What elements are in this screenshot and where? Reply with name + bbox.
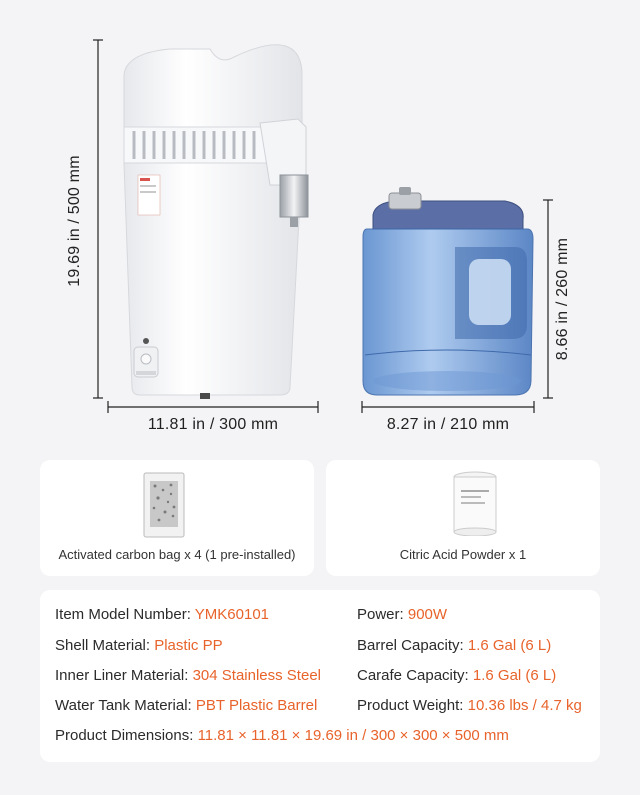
spec-tank: Water Tank Material: PBT Plastic Barrel <box>55 697 318 714</box>
spec-power: Power: 900W <box>357 606 448 623</box>
spec-shell: Shell Material: Plastic PP <box>55 637 223 654</box>
carafe-height-label: 8.66 in / 260 mm <box>554 237 571 361</box>
spec-liner: Inner Liner Material: 304 Stainless Steel <box>55 667 321 684</box>
carbon-bag-icon <box>143 472 185 538</box>
carbon-bag-label: Activated carbon bag x 4 (1 pre-installed) <box>58 547 296 562</box>
spec-barrel: Barrel Capacity: 1.6 Gal (6 L) <box>357 637 552 654</box>
citric-acid-label: Citric Acid Powder x 1 <box>399 547 527 562</box>
accessory-card-carbon <box>40 460 314 576</box>
spec-carafe: Carafe Capacity: 1.6 Gal (6 L) <box>357 667 557 684</box>
distiller-image <box>110 35 325 405</box>
spec-dimensions: Product Dimensions: 11.81 × 11.81 × 19.69 in / 300 × 300 × 500 mm <box>55 727 509 744</box>
specs-card <box>40 590 600 762</box>
carafe-image <box>355 185 540 400</box>
spec-weight: Product Weight: 10.36 lbs / 4.7 kg <box>357 697 582 714</box>
citric-acid-jar-icon <box>451 470 499 536</box>
spec-model: Item Model Number: YMK60101 <box>55 606 269 623</box>
distiller-width-label: 11.81 in / 300 mm <box>147 416 279 433</box>
distiller-height-label: 19.69 in / 500 mm <box>66 155 83 287</box>
carafe-width-label: 8.27 in / 210 mm <box>386 416 510 433</box>
accessory-card-citric <box>326 460 600 576</box>
